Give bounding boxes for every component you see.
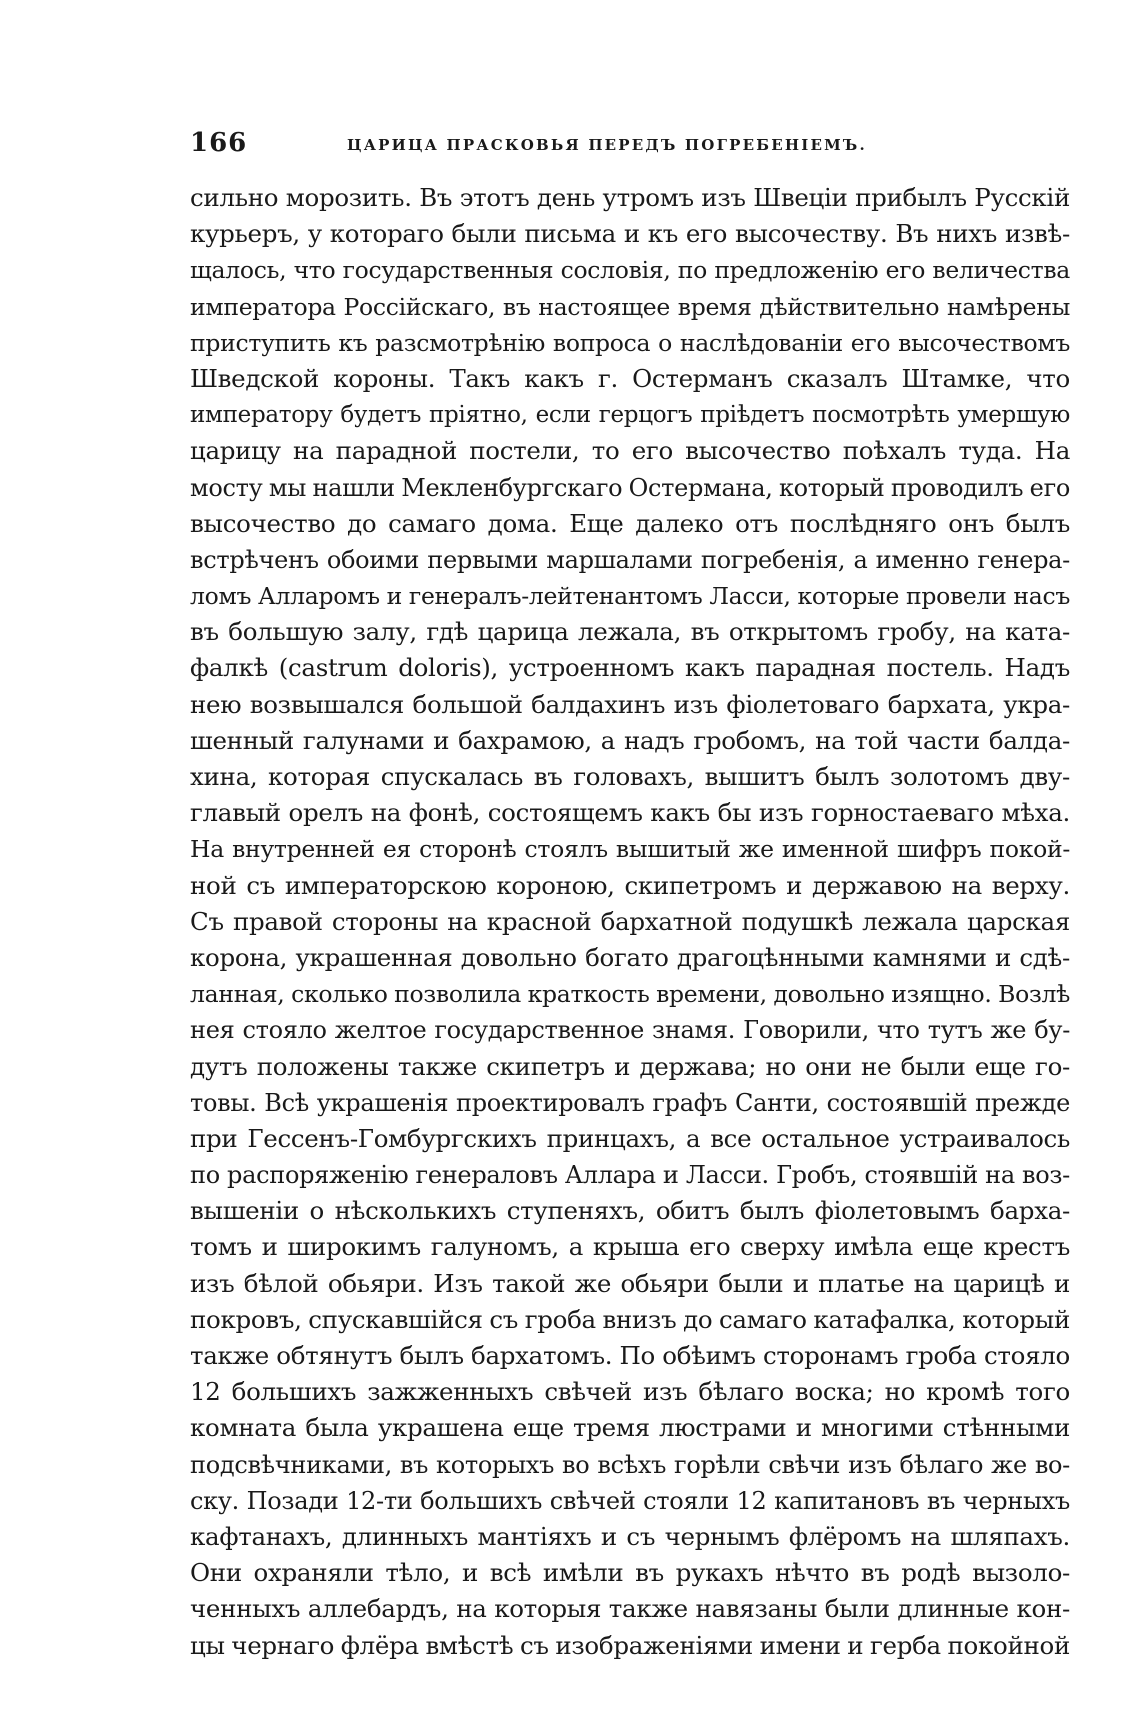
text-line: царицу на парадной постели, то его высочество поѣхалъ туда. На: [190, 436, 1070, 466]
text-line: подсвѣчниками, въ которыхъ во всѣхъ горѣли свѣчи изъ бѣлаго же во-: [190, 1450, 1070, 1479]
body-text: [190, 180, 1070, 1664]
text-line: хина, которая спускалась въ головахъ, вышитъ былъ золотомъ дву-: [190, 762, 1070, 791]
text-line: курьеръ, у котораго были письма и къ его высочеству. Въ нихъ извѣ-: [190, 219, 1070, 249]
text-line: при Гессенъ-Гомбургскихъ принцахъ, а все остальное устраивалось: [190, 1123, 1070, 1153]
text-line: Шведской короны. Такъ какъ г. Остерманъ сказалъ Штамке, что: [190, 363, 1070, 393]
text-line: товы. Всѣ украшенія проектировалъ графъ Санти, состоявшій прежде: [190, 1088, 1070, 1117]
text-line: нею возвышался большой балдахинъ изъ фіолетоваго бархата, укра-: [190, 689, 1070, 719]
text-line: вышеніи о нѣсколькихъ ступеняхъ, обитъ былъ фіолетовымъ барха-: [190, 1196, 1070, 1226]
text-line: шенный галунами и бахрамою, а надъ гробомъ, на той части балда-: [190, 725, 1070, 755]
text-line: корона, украшенная довольно богато драгоцѣнными камнями и сдѣ-: [190, 942, 1070, 972]
text-line: цы чернаго флёра вмѣстѣ съ изображеніями имени и герба покойной: [190, 1630, 1070, 1660]
text-line: изъ бѣлой обьяри. Изъ такой же обьяри были и платье на царицѣ и: [190, 1268, 1070, 1298]
text-line: нея стояло желтое государственное знамя. Говорили, что тутъ же бу-: [190, 1016, 1070, 1045]
text-line: ску. Позади 12-ти большихъ свѣчей стояли 12 капитановъ въ черныхъ: [190, 1486, 1070, 1515]
page-header: [190, 128, 1070, 168]
text-line: На внутренней ея сторонѣ стоялъ вышитый же именной шифръ покой-: [190, 835, 1070, 864]
text-line: сильно морозить. Въ этотъ день утромъ изъ Швеціи прибылъ Русскій: [190, 183, 1070, 212]
text-line: комната была украшена еще тремя люстрами и многими стѣнными: [190, 1413, 1070, 1443]
text-line: ной съ императорскою короною, скипетромъ и державою на верху.: [190, 870, 1070, 900]
text-line: кафтанахъ, длинныхъ мантіяхъ и съ чернымъ флёромъ на шляпахъ.: [190, 1521, 1070, 1551]
text-line: также обтянутъ былъ бархатомъ. По обѣимъ сторонамъ гроба стояло: [190, 1341, 1070, 1370]
text-line: встрѣченъ обоими первыми маршалами погребенія, а именно генера-: [190, 545, 1070, 574]
text-line: покровъ, спускавшійся съ гроба внизъ до самаго катафалка, который: [190, 1304, 1070, 1334]
text-line: главый орелъ на фонѣ, состоящемъ какъ бы изъ горностаеваго мѣха.: [190, 798, 1070, 828]
running-title: ЦАРИЦА ПРАСКОВЬЯ ПЕРЕДЪ ПОГРЕБЕНІЕМЪ.: [347, 136, 867, 154]
text-line: императора Россійскаго, въ настоящее время дѣйствительно намѣрены: [190, 292, 1070, 321]
text-line: ланная, сколько позволила краткость времени, довольно изящно. Возлѣ: [190, 980, 1070, 1009]
text-line: по распоряженію генераловъ Аллара и Ласси. Гробъ, стоявшій на воз-: [190, 1161, 1070, 1190]
text-line: фалкѣ (castrum doloris), устроенномъ какъ парадная постель. Надъ: [190, 653, 1070, 683]
text-line: 12 большихъ зажженныхъ свѣчей изъ бѣлаго воска; но кромѣ того: [190, 1377, 1070, 1407]
text-line: Съ правой стороны на красной бархатной подушкѣ лежала царская: [190, 906, 1070, 936]
text-line: щалось, что государственныя сословія, по предложенію его величества: [190, 256, 1070, 285]
text-line: мосту мы нашли Мекленбургскаго Остермана, который проводилъ его: [190, 473, 1070, 502]
text-line: приступить къ разсмотрѣнію вопроса о наслѣдованіи его высочествомъ: [190, 328, 1070, 357]
text-line: высочество до самаго дома. Еще далеко отъ послѣдняго онъ былъ: [190, 508, 1070, 538]
page-number: 166: [190, 128, 248, 158]
text-line: Они охраняли тѣло, и всѣ имѣли въ рукахъ нѣчто въ родѣ вызоло-: [190, 1558, 1070, 1588]
text-line: дутъ положены также скипетръ и держава; но они не были еще го-: [190, 1051, 1070, 1081]
text-line: въ большую залу, гдѣ царица лежала, въ открытомъ гробу, на ката-: [190, 617, 1070, 647]
text-line: томъ и широкимъ галуномъ, а крыша его сверху имѣла еще крестъ: [190, 1232, 1070, 1262]
text-line: императору будетъ пріятно, если герцогъ пріѣдетъ посмотрѣть умершую: [190, 402, 1070, 429]
text-line: ломъ Алларомъ и генералъ-лейтенантомъ Ласси, которые провели насъ: [190, 582, 1070, 611]
text-line: ченныхъ аллебардъ, на которыя также навязаны были длинные кон-: [190, 1594, 1070, 1624]
